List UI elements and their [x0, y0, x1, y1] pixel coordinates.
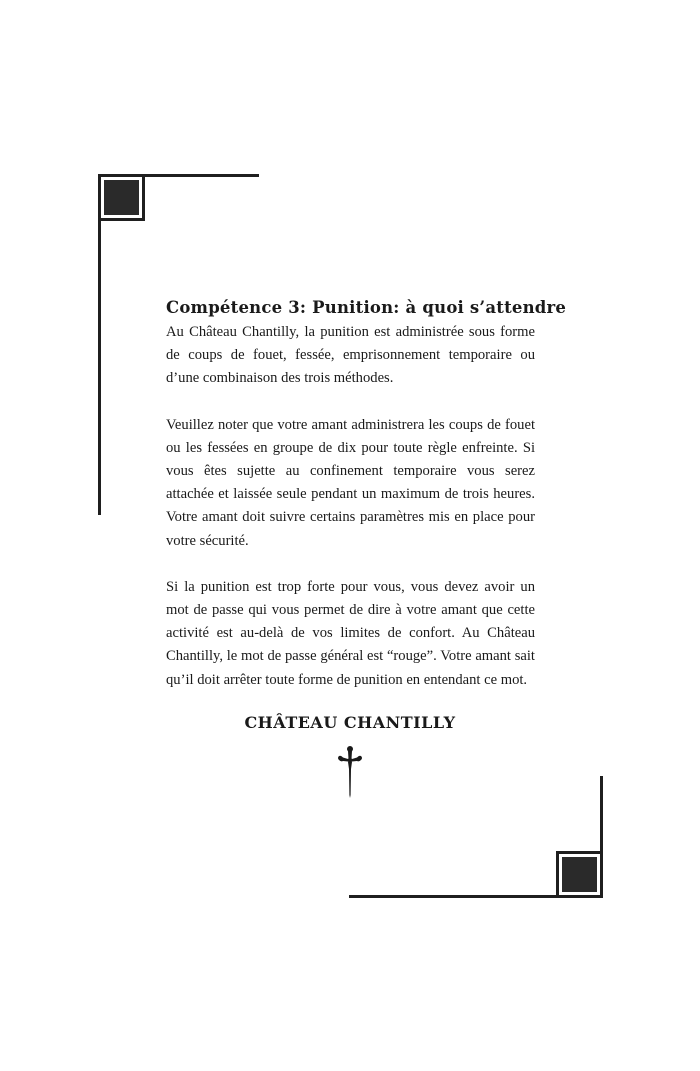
frame-top-left-vertical: [98, 174, 101, 515]
section-heading: Compétence 3: Punition: à quoi s’attendre: [166, 298, 567, 317]
paragraph-3: Si la punition est trop forte pour vous, vous devez avoir un mot de passe qui vous permet de dire à votre amant que cette activité est au-delà de vos limites de confort. Au Château Chantilly, le mot de passe général est “rouge”. Votre amant sait qu’il doit arrêter toute forme de punition en entendant ce mot.: [166, 578, 535, 688]
frame-top-left-square: [98, 174, 145, 221]
paragraph-1: Au Château Chantilly, la punition est administrée sous forme de coups de fouet, fessée, emprisonnement temporaire ou d’une combinaison des trois méthodes.: [166, 324, 535, 387]
frame-bottom-right-square: [556, 851, 603, 898]
paragraph-2: Veuillez noter que votre amant administrera les coups de fouet ou les fessées en groupe de dix pour toute règle enfreinte. Si vous êtes sujette au confinement temporaire vous serez attachée et laissée seule pendant un maximum de trois heures. Votre amant doit suivre certains paramètres mis en place pour votre sécurité.: [166, 416, 535, 549]
page-content: [166, 298, 567, 715]
signature: CHÂTEAU CHANTILLY: [244, 713, 456, 732]
dagger-cross-icon: [337, 745, 363, 799]
